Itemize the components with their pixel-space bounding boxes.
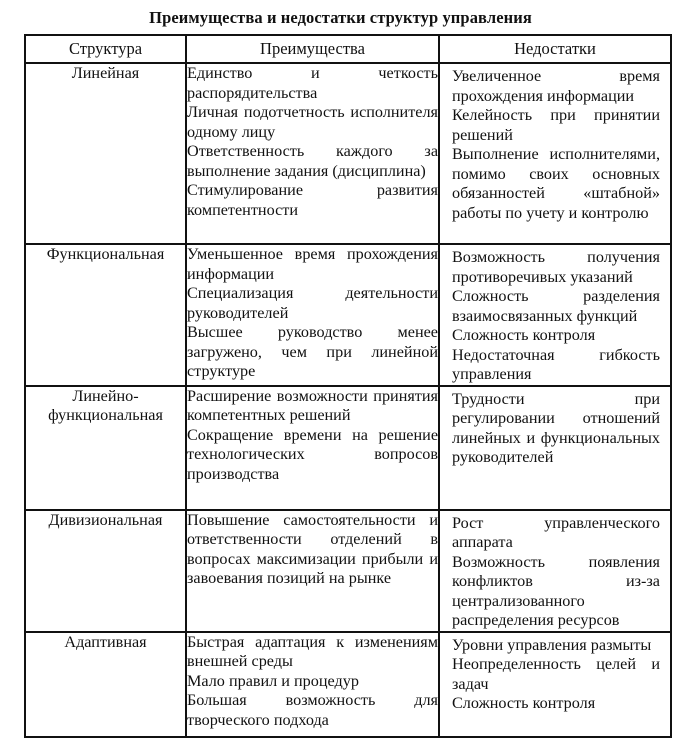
advantage-item: Расширение возможности принятия компетентных решений (187, 386, 438, 424)
header-disadvantages: Недостатки (439, 35, 671, 63)
table-row-divisional (25, 510, 671, 632)
table-row-adaptive (25, 632, 671, 737)
header-row (25, 35, 671, 63)
advantages-cell (186, 244, 439, 386)
header-advantages: Преимущества (186, 35, 439, 63)
structure-cell: Функциональная (25, 244, 186, 386)
structures-table (24, 34, 672, 738)
disadvantage-item: Сложность контроля (452, 694, 596, 712)
disadvantage-item: Рост управленческого аппарата (452, 513, 660, 551)
header-structure: Структура (25, 35, 186, 63)
advantages-cell (186, 63, 439, 244)
advantages-cell (186, 632, 439, 737)
disadvantage-item: Уровни управления размыты (452, 635, 652, 654)
advantage-item: Единство и четкость распорядительства (187, 64, 438, 102)
disadvantage-item: Келейность при принятии решений (452, 106, 660, 144)
advantage-item: Быстрая адаптация к изменениям внешней среды (187, 632, 438, 670)
advantage-item: Сокращение времени на решение технологических вопросов производства (187, 425, 438, 483)
disadvantage-item: Выполнение исполнителями, помимо своих основных обязанностей «штабной» работы по учету и контролю (452, 145, 660, 222)
disadvantages-cell (439, 510, 671, 632)
disadvantage-item: Неопределенность целей и задач (452, 655, 660, 693)
advantage-item: Специализация деятельности руководителей (187, 284, 438, 322)
advantage-item: Повышение самостоятельности и ответственности отделений в вопросах максимизации прибыли и завоевания позиций на рынке (187, 510, 438, 587)
table-row-linear-functional (25, 386, 671, 510)
disadvantage-item: Возможность получения противоречивых указаний (452, 248, 660, 286)
structure-cell: Линейная (25, 63, 186, 244)
disadvantages-cell (439, 244, 671, 386)
disadvantages-cell (439, 632, 671, 737)
disadvantage-item: Увеличенное время прохождения информации (452, 67, 660, 105)
structure-cell: Адаптивная (25, 632, 186, 737)
advantage-item: Большая возможность для творческого подхода (187, 691, 438, 729)
advantages-cell (186, 510, 439, 632)
advantage-item: Уменьшенное время прохождения информации (187, 245, 438, 283)
advantage-item: Ответственность каждого за выполнение задания (дисциплина) (187, 142, 438, 180)
table-row-functional (25, 244, 671, 386)
advantage-item: Высшее руководство менее загружено, чем при линейной структуре (187, 323, 438, 380)
disadvantages-cell (439, 63, 671, 244)
disadvantage-item: Возможность появления конфликтов из-за централизованного распределения ресурсов (452, 552, 660, 629)
disadvantage-item: Трудности при регулировании отношений линейных и функциональных руководителей (452, 389, 660, 466)
table-row-linear (25, 63, 671, 244)
structure-cell: Дивизиональная (25, 510, 186, 632)
advantages-cell (186, 386, 439, 510)
advantage-item: Личная подотчетность исполнителя одному лицу (187, 103, 438, 141)
structure-cell: Линейно-функциональная (25, 386, 186, 510)
advantage-item: Мало правил и процедур (187, 671, 359, 690)
page-title: Преимущества и недостатки структур управления (149, 8, 532, 27)
advantage-item: Стимулирование развития компетентности (187, 181, 438, 219)
disadvantage-item: Сложность контроля (452, 326, 596, 344)
disadvantage-item: Сложность разделения взаимосвязанных функций (452, 287, 660, 325)
disadvantage-item: Недостаточная гибкость управления (452, 345, 660, 383)
disadvantages-cell (439, 386, 671, 510)
